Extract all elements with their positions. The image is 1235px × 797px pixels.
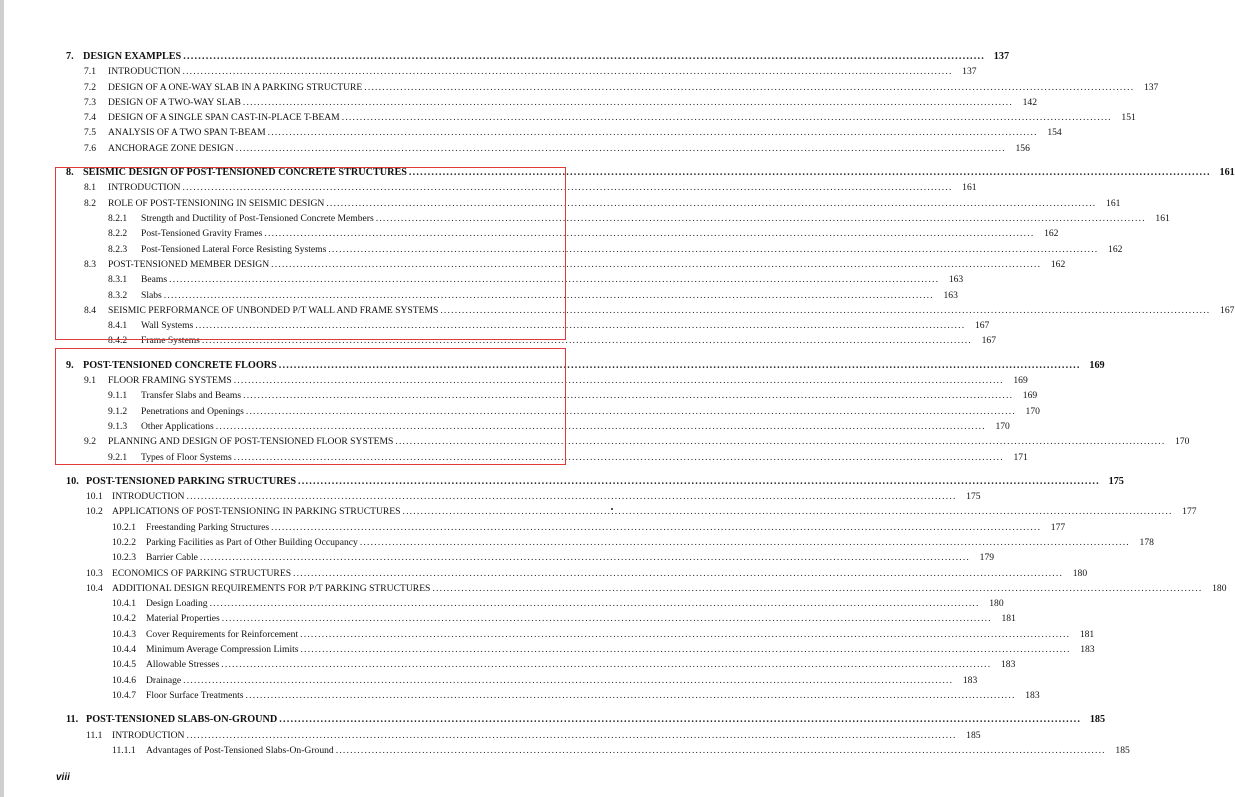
toc-entry-title: DESIGN OF A ONE-WAY SLAB IN A PARKING STRUCTURE — [108, 82, 363, 93]
dot-leader — [234, 451, 1004, 465]
dot-leader — [336, 744, 1106, 758]
toc-entry-page: 180 — [1072, 568, 1088, 579]
toc-entry-title: Advantages of Post-Tensioned Slabs-On-Ground — [146, 745, 334, 756]
toc-entry-title: Wall Systems — [141, 320, 194, 331]
dot-leader — [243, 96, 1013, 110]
dot-leader — [440, 304, 1210, 318]
toc-entry-number: 10.2.2 — [112, 537, 136, 548]
toc-entry-page: 162 — [1108, 244, 1123, 255]
toc-entry-page: 167 — [974, 320, 990, 331]
toc-entry-page: 169 — [1013, 375, 1028, 386]
toc-entry-title: SEISMIC DESIGN OF POST-TENSIONED CONCRETE STRUCTURES — [83, 167, 407, 178]
toc-entry-number: 7.5 — [84, 127, 96, 138]
toc-entry — [0, 227, 1059, 241]
toc-entry — [0, 612, 1016, 626]
toc-entry-page: 161 — [1155, 213, 1170, 224]
toc-entry-title: Types of Floor Systems — [141, 452, 232, 463]
dot-leader — [236, 142, 1006, 156]
toc-entry — [0, 389, 1038, 403]
toc-entry — [0, 258, 1066, 272]
toc-entry-number: 10.2.1 — [112, 522, 136, 533]
toc-entry-number: 8.2.3 — [108, 244, 128, 255]
toc-entry — [0, 405, 1040, 419]
toc-entry-number: 10.4.4 — [112, 644, 136, 655]
toc-entry-page: 181 — [1001, 613, 1016, 624]
toc-entry-number: 10.2.3 — [112, 552, 136, 563]
toc-entry-number: 8.2.2 — [108, 228, 128, 239]
toc-entry-page: 170 — [1175, 436, 1190, 447]
toc-entry — [0, 729, 981, 743]
toc-entry-number: 9.1 — [84, 375, 96, 386]
toc-entry-title: INTRODUCTION — [108, 66, 181, 77]
dot-leader — [395, 435, 1165, 449]
toc-entry — [0, 451, 1028, 465]
toc-entry — [0, 273, 964, 287]
toc-entry-number: 10.4.2 — [112, 613, 136, 624]
dot-leader — [183, 674, 953, 688]
dot-leader — [364, 81, 1134, 95]
toc-entry — [0, 65, 977, 79]
toc-entry — [0, 597, 1004, 611]
toc-entry — [0, 582, 1227, 596]
toc-entry — [0, 567, 1088, 581]
toc-entry-number: 10.4.7 — [112, 690, 136, 701]
toc-entry-title: Post-Tensioned Gravity Frames — [141, 228, 263, 239]
toc-entry — [0, 689, 1040, 703]
toc-entry-title: POST-TENSIONED SLABS-ON-GROUND — [86, 714, 278, 725]
dot-leader — [279, 713, 1081, 727]
dot-leader — [243, 389, 1013, 403]
toc-entry — [0, 713, 1106, 727]
toc-entry — [0, 551, 995, 565]
toc-entry-page: 183 — [1025, 690, 1040, 701]
toc-entry-title: Strength and Ductility of Post-Tensioned Concrete Members — [141, 213, 374, 224]
toc-entry — [0, 334, 996, 348]
toc-entry-page: 178 — [1139, 537, 1154, 548]
dot-leader — [409, 166, 1211, 180]
toc-entry-page: 137 — [993, 51, 1010, 62]
toc-entry-page: 183 — [962, 675, 978, 686]
toc-entry-title: POST-TENSIONED PARKING STRUCTURES — [86, 476, 297, 487]
toc-entry-page: 183 — [1000, 659, 1016, 670]
toc-entry-title: ROLE OF POST-TENSIONING IN SEISMIC DESIGN — [108, 198, 325, 209]
toc-entry-number: 7.6 — [84, 143, 96, 154]
dot-leader — [221, 658, 991, 672]
toc-entry-title: Other Applications — [141, 421, 214, 432]
toc-entry-number: 9.2.1 — [108, 452, 128, 463]
toc-entry — [0, 475, 1124, 489]
toc-entry-title: DESIGN OF A TWO-WAY SLAB — [108, 97, 241, 108]
toc-entry-number: 9.1.1 — [108, 390, 128, 401]
toc-entry-page: 180 — [989, 598, 1004, 609]
toc-entry — [0, 359, 1105, 373]
toc-entry-page: 162 — [1050, 259, 1066, 270]
toc-entry-number: 8.3 — [84, 259, 96, 270]
toc-entry-number: 10.4.3 — [112, 629, 136, 640]
dot-leader — [183, 50, 985, 64]
toc-entry — [0, 643, 1095, 657]
toc-entry — [0, 243, 1123, 257]
toc-entry-title: PLANNING AND DESIGN OF POST-TENSIONED FLOOR SYSTEMS — [108, 436, 394, 447]
toc-entry-title: INTRODUCTION — [108, 182, 181, 193]
toc-entry-title: Allowable Stresses — [146, 659, 220, 670]
toc-entry-page: 167 — [1220, 305, 1235, 316]
toc-entry-number: 8.1 — [84, 182, 96, 193]
dot-leader — [169, 273, 939, 287]
toc-entry-number: 7.2 — [84, 82, 96, 93]
dot-leader — [186, 490, 956, 504]
toc-entry-page: 170 — [995, 421, 1010, 432]
dot-leader — [326, 197, 1096, 211]
toc-entry-page: 142 — [1022, 97, 1037, 108]
toc-entry-page: 183 — [1080, 644, 1095, 655]
toc-entry — [0, 126, 1062, 140]
toc-entry-title: DESIGN EXAMPLES — [83, 51, 182, 62]
toc-entry-title: Drainage — [146, 675, 182, 686]
toc-entry-page: 161 — [1219, 167, 1235, 178]
toc-entry-number: 10.4 — [86, 583, 103, 594]
dot-leader — [210, 597, 980, 611]
toc-entry — [0, 521, 1066, 535]
toc-entry-page: 169 — [1089, 360, 1105, 371]
dot-leader — [216, 420, 986, 434]
dot-leader — [186, 729, 956, 743]
toc-entry-page: 179 — [979, 552, 995, 563]
toc-entry-page: 185 — [966, 730, 981, 741]
toc-entry-number: 7.4 — [84, 112, 96, 123]
toc-entry — [0, 674, 978, 688]
toc-entry-number: 8.4.2 — [108, 335, 128, 346]
toc-entry — [0, 111, 1136, 125]
toc-entry-title: SEISMIC PERFORMANCE OF UNBONDED P/T WALL AND FRAME SYSTEMS — [108, 305, 439, 316]
toc-entry — [0, 744, 1130, 758]
toc-entry-number: 10.4.1 — [112, 598, 136, 609]
toc-entry-title: APPLICATIONS OF POST-TENSIONING IN PARKING STRUCTURES — [112, 506, 401, 517]
toc-entry-page: 137 — [1143, 82, 1159, 93]
toc-entry-number: 10.4.5 — [112, 659, 136, 670]
dot-leader — [301, 643, 1071, 657]
dot-leader — [268, 126, 1038, 140]
toc-entry — [0, 304, 1235, 318]
toc-entry-number: 10. — [66, 476, 79, 487]
toc-entry-number: 7.3 — [84, 97, 96, 108]
toc-entry-page: 161 — [1106, 198, 1121, 209]
toc-entry-title: Post-Tensioned Lateral Force Resisting Systems — [141, 244, 327, 255]
toc-entry-number: 10.1 — [86, 491, 103, 502]
toc-entry-page: 169 — [1022, 390, 1038, 401]
toc-entry-title: Freestanding Parking Structures — [146, 522, 270, 533]
toc-entry-title: POST-TENSIONED MEMBER DESIGN — [108, 259, 270, 270]
toc-entry — [0, 96, 1037, 110]
toc-entry-number: 11.1 — [86, 730, 103, 741]
toc-entry-number: 8.2.1 — [108, 213, 128, 224]
toc-entry-number: 9.1.2 — [108, 406, 128, 417]
toc-entry — [0, 142, 1030, 156]
toc-entry — [0, 319, 990, 333]
dot-leader — [432, 582, 1202, 596]
toc-entry — [0, 536, 1154, 550]
page-number-footer: viii — [56, 772, 70, 783]
toc-entry-number: 9.2 — [84, 436, 96, 447]
toc-entry-number: 11. — [66, 714, 79, 725]
dot-leader — [164, 289, 934, 303]
dot-leader — [342, 111, 1112, 125]
toc-entry-page: 137 — [962, 66, 977, 77]
toc-entry-title: FLOOR FRAMING SYSTEMS — [108, 375, 232, 386]
dot-leader — [298, 475, 1100, 489]
toc-entry-page: 156 — [1015, 143, 1030, 154]
toc-entry-number: 8.4 — [84, 305, 96, 316]
toc-entry-page: 181 — [1079, 629, 1095, 640]
dot-leader — [328, 243, 1098, 257]
toc-entry-page: 185 — [1115, 745, 1130, 756]
toc-entry-number: 8. — [66, 167, 74, 178]
toc-entry-number: 8.4.1 — [108, 320, 128, 331]
toc-entry-title: POST-TENSIONED CONCRETE FLOORS — [83, 360, 277, 371]
toc-entry-title: DESIGN OF A SINGLE SPAN CAST-IN-PLACE T-BEAM — [108, 112, 340, 123]
toc-entry-title: INTRODUCTION — [112, 491, 185, 502]
toc-entry-title: Barrier Cable — [146, 552, 198, 563]
toc-entry — [0, 435, 1190, 449]
toc-entry-title: ADDITIONAL DESIGN REQUIREMENTS FOR P/T PARKING STRUCTURES — [112, 583, 431, 594]
toc-entry-title: Cover Requirements for Reinforcement — [146, 629, 299, 640]
toc-entry-title: Beams — [141, 274, 168, 285]
toc-entry — [0, 197, 1121, 211]
toc-entry-number: 7.1 — [84, 66, 96, 77]
dot-leader — [234, 374, 1004, 388]
toc-entry-page: 167 — [981, 335, 996, 346]
toc-entry-page: 151 — [1121, 112, 1136, 123]
toc-entry-title: ECONOMICS OF PARKING STRUCTURES — [112, 568, 292, 579]
toc-entry-number: 8.3.1 — [108, 274, 128, 285]
toc-entry-number: 8.3.2 — [108, 290, 128, 301]
toc-entry-title: ANCHORAGE ZONE DESIGN — [108, 143, 234, 154]
dot-leader — [293, 567, 1063, 581]
dot-leader — [200, 551, 970, 565]
toc-entry-page: 163 — [943, 290, 958, 301]
dot-leader — [402, 505, 1172, 519]
toc-entry — [0, 289, 958, 303]
toc-entry-page: 163 — [948, 274, 964, 285]
toc-entry — [0, 628, 1095, 642]
toc-entry — [0, 212, 1170, 226]
toc-entry-title: Parking Facilities as Part of Other Building Occupancy — [146, 537, 358, 548]
dot-leader — [264, 227, 1034, 241]
dot-leader — [376, 212, 1146, 226]
dot-leader — [182, 181, 952, 195]
toc-entry-page: 161 — [962, 182, 977, 193]
toc-entry — [0, 181, 977, 195]
dot-leader — [202, 334, 972, 348]
toc-entry — [0, 166, 1235, 180]
toc-entry-number: 7. — [66, 51, 74, 62]
dot-leader — [271, 521, 1041, 535]
toc-entry-title: Material Properties — [146, 613, 220, 624]
toc-entry-page: 177 — [1050, 522, 1066, 533]
dot-leader — [271, 258, 1041, 272]
toc-entry-number: 8.2 — [84, 198, 96, 209]
toc-entry-page: 177 — [1182, 506, 1197, 517]
toc-entry — [0, 81, 1159, 95]
toc-entry-title: ANALYSIS OF A TWO SPAN T-BEAM — [108, 127, 266, 138]
scan-speck — [611, 508, 613, 510]
toc-entry-number: 10.4.6 — [112, 675, 136, 686]
toc-entry-page: 180 — [1212, 583, 1227, 594]
dot-leader — [182, 65, 952, 79]
toc-entry-title: Frame Systems — [141, 335, 200, 346]
toc-entry — [0, 658, 1016, 672]
toc-entry-title: Floor Surface Treatments — [146, 690, 244, 701]
toc-entry — [0, 50, 1010, 64]
toc-entry — [0, 490, 981, 504]
dot-leader — [300, 628, 1070, 642]
toc-entry-page: 185 — [1089, 714, 1106, 725]
toc-entry-page: 175 — [1108, 476, 1124, 487]
toc-entry-title: Minimum Average Compression Limits — [146, 644, 299, 655]
toc-entry — [0, 505, 1197, 519]
toc-entry-page: 154 — [1047, 127, 1062, 138]
toc-entry-title: Slabs — [141, 290, 162, 301]
dot-leader — [360, 536, 1130, 550]
toc-entry-page: 162 — [1044, 228, 1059, 239]
toc-entry-number: 11.1.1 — [112, 745, 136, 756]
toc-entry-title: Design Loading — [146, 598, 208, 609]
toc-entry-number: 9. — [66, 360, 74, 371]
dot-leader — [246, 689, 1016, 703]
toc-entry-number: 10.3 — [86, 568, 103, 579]
toc-entry-page: 171 — [1013, 452, 1028, 463]
dot-leader — [246, 405, 1016, 419]
toc-entry-title: INTRODUCTION — [112, 730, 185, 741]
toc-entry-page: 175 — [966, 491, 981, 502]
toc-entry-title: Penetrations and Openings — [141, 406, 244, 417]
dot-leader — [222, 612, 992, 626]
toc-entry-number: 10.2 — [86, 506, 103, 517]
toc-entry — [0, 374, 1028, 388]
toc-entry-page: 170 — [1025, 406, 1040, 417]
toc-entry — [0, 420, 1010, 434]
toc-entry-number: 9.1.3 — [108, 421, 128, 432]
toc-entry-title: Transfer Slabs and Beams — [141, 390, 242, 401]
dot-leader — [195, 319, 965, 333]
dot-leader — [279, 359, 1081, 373]
